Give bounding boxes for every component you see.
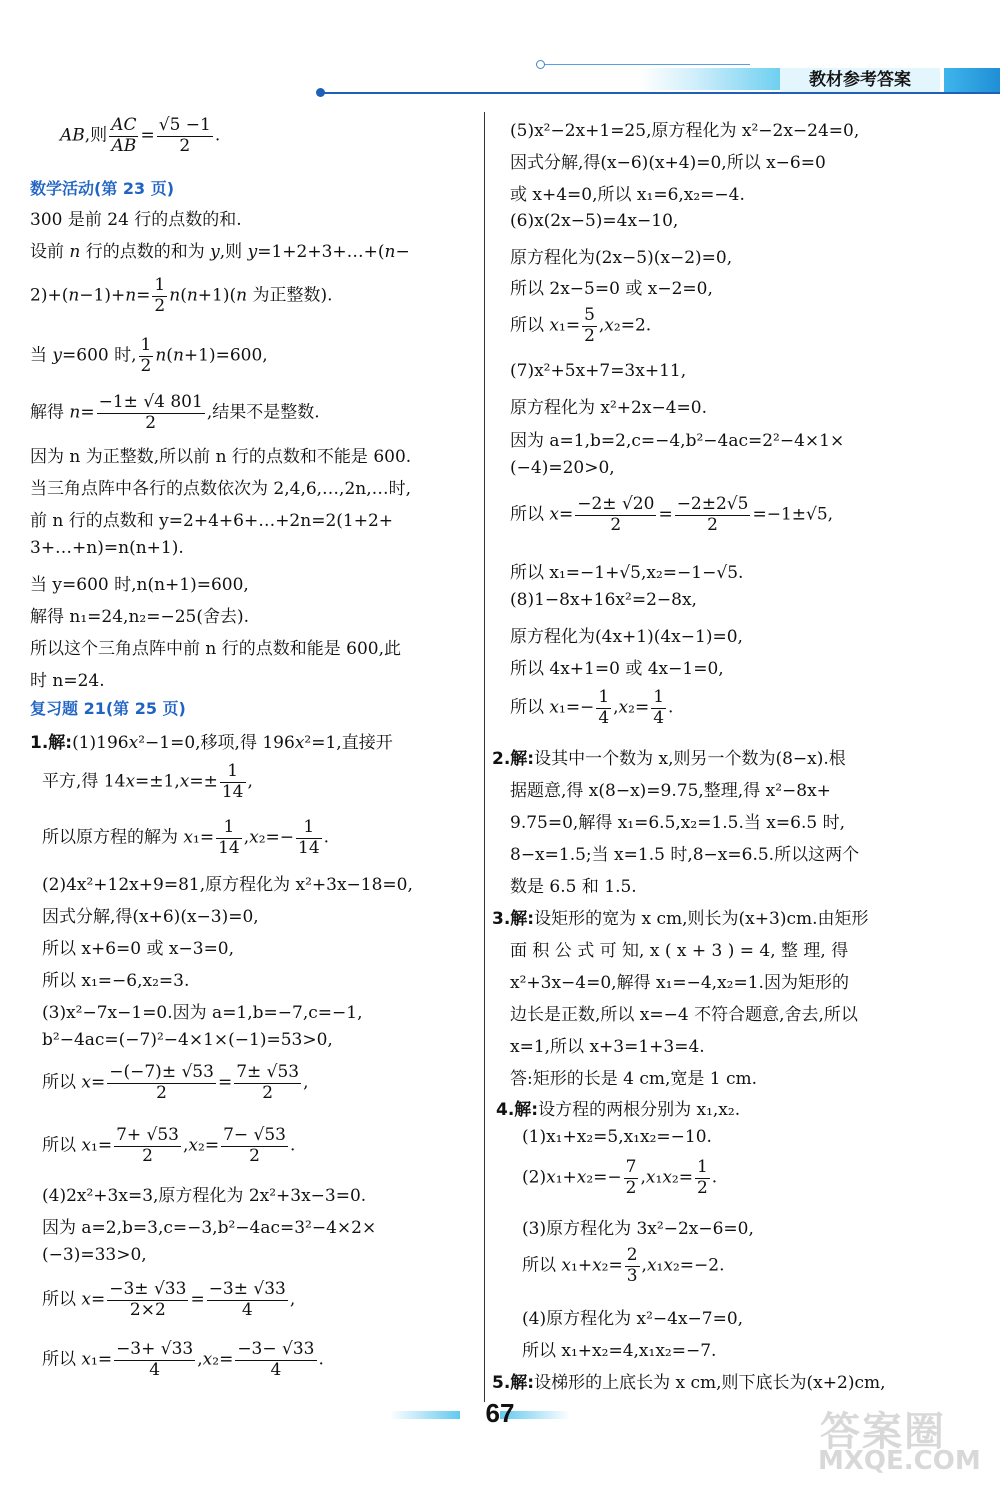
text-line: 时 n=24. [30, 671, 105, 691]
text-line: 数是 6.5 和 1.5. [510, 877, 637, 897]
text-line: x=1,所以 x+3=1+3=4. [510, 1037, 705, 1057]
problem-2-line1 [492, 744, 846, 769]
text-line: (3)原方程化为 3x²−2x−6=0, [522, 1219, 754, 1239]
text-line: 所以这个三角点阵中前 n 行的点数和能是 600,此 [30, 639, 402, 659]
text-line: (1)x₁+x₂=5,x₁x₂=−10. [522, 1127, 712, 1147]
text-line: (−4)=20>0, [510, 458, 615, 478]
text-line: 所以 x₁=−1+√5,x₂=−1−√5. [510, 563, 744, 583]
formula-line: 所以 x₁+x₂= $\frac{2}{3}$ ,x₁x₂=−2. [522, 1245, 725, 1286]
text-line: b²−4ac=(−7)²−4×1×(−1)=53>0, [42, 1030, 333, 1050]
text-line: 3+…+n)=n(n+1). [30, 538, 184, 558]
formula-line: 所以 x₁= $\frac{7+ √53}{2}$ ,x₂= $\frac{7- √53}{2}$ . [42, 1125, 296, 1166]
text-line: (4)2x²+3x=3,原方程化为 2x²+3x−3=0. [42, 1186, 367, 1206]
column-divider [484, 112, 485, 1402]
problem-1-line3: 所以原方程的解为 x₁= $\frac{1}{14}$ ,x₂=− $\frac{1}{14}$ . [42, 817, 330, 858]
problem-4-line1 [496, 1095, 740, 1120]
text-line: 面 积 公 式 可 知, x ( x + 3 ) = 4, 整 理, 得 [510, 941, 849, 961]
text-line: 9.75=0,解得 x₁=6.5,x₂=1.5.当 x=6.5 时, [510, 813, 845, 833]
text-line: 据题意,得 x(8−x)=9.75,整理,得 x²−8x+ [510, 781, 831, 801]
formula-line: 所以 x= $\frac{-2\pm √20}{2}$ = $\frac{-2\pm 2√5}{2}$ =−1±√5, [510, 494, 834, 535]
text-line: (6)x(2x−5)=4x−10, [510, 211, 679, 231]
text-line: 所以 2x−5=0 或 x−2=0, [510, 279, 713, 299]
text-line: 当 y=600 时,n(n+1)=600, [30, 575, 249, 595]
problem-5-line1 [492, 1368, 886, 1393]
sum-formula-line1: 设前 n 行的点数的和为 y,则 y=1+2+3+…+(n− [30, 242, 410, 262]
watermark-url: MXQE.COM [818, 1446, 981, 1476]
golden-ratio-line: AB,则 $\frac{AC}{AB}$ = $\frac{√5 -1}{2}$ . [60, 115, 221, 156]
header-title: 教材参考答案 [780, 68, 940, 92]
text-line: 解得 n₁=24,n₂=−25(舍去). [30, 607, 249, 627]
problem-label: 3.解: [492, 909, 535, 929]
problem-label: 2.解: [492, 749, 535, 769]
equation-line: 当 y=600 时, $\frac{1}{2}$ n(n+1)=600, [30, 335, 268, 376]
text-line: (7)x²+5x+7=3x+11, [510, 361, 687, 381]
header-rule [320, 92, 1000, 94]
text-line: 边长是正数,所以 x=−4 不符合题意,舍去,所以 [510, 1005, 858, 1025]
section-review-heading: 复习题 21(第 25 页) [30, 699, 186, 718]
text-line: 因式分解,得(x+6)(x−3)=0, [42, 907, 259, 927]
text-line: 或 x+4=0,所以 x₁=6,x₂=−4. [510, 185, 745, 205]
problem-3-line1 [492, 904, 869, 929]
header-end-block [944, 68, 1000, 92]
problem-label: 4.解: [496, 1100, 539, 1120]
text-line: 因式分解,得(x−6)(x+4)=0,所以 x−6=0 [510, 153, 826, 173]
text-line: (4)原方程化为 x²−4x−7=0, [522, 1309, 744, 1329]
text-span: 设矩形的宽为 x cm,则长为(x+3)cm.由矩形 [534, 909, 869, 929]
text-span: 设梯形的上底长为 x cm,则下底长为(x+2)cm, [534, 1373, 886, 1393]
section-activity-heading: 数学活动(第 23 页) [30, 179, 175, 198]
text-line: 原方程化为(4x+1)(4x−1)=0, [510, 627, 743, 647]
text-line: 8−x=1.5;当 x=1.5 时,8−x=6.5.所以这两个 [510, 845, 860, 865]
text-line: 因为 n 为正整数,所以前 n 行的点数和不能是 600. [30, 447, 412, 467]
header-gradient-bar [640, 68, 780, 90]
text-line: x²+3x−4=0,解得 x₁=−4,x₂=1.因为矩形的 [510, 973, 849, 993]
solution-line: 解得 n= $\frac{-1\pm √4 801}{2}$ ,结果不是整数. [30, 392, 320, 433]
problem-1-line1: 1.解:(1)196x²−1=0,移项,得 196x²=1,直接开 [30, 733, 393, 753]
text-line: (2)4x²+12x+9=81,原方程化为 x²+3x−18=0, [42, 875, 413, 895]
header-dot-icon [316, 88, 325, 97]
text-line: 因为 a=1,b=2,c=−4,b²−4ac=2²−4×1× [510, 431, 845, 451]
text-span: 设其中一个数为 x,则另一个数为(8−x).根 [534, 749, 846, 769]
text-line: 前 n 行的点数和 y=2+4+6+…+2n=2(1+2+ [30, 511, 394, 531]
text-line: 原方程化为 x²+2x−4=0. [510, 398, 707, 418]
text-line: (−3)=33>0, [42, 1245, 147, 1265]
watermark-text: 答案圈 [820, 1409, 946, 1455]
watermark-logo [800, 1400, 990, 1480]
text-line: 答:矩形的长是 4 cm,宽是 1 cm. [510, 1069, 758, 1089]
text-line: 300 是前 24 行的点数的和. [30, 210, 242, 230]
text-line: (8)1−8x+16x²=2−8x, [510, 590, 697, 610]
formula-line: 所以 x₁=− $\frac{1}{4}$ ,x₂= $\frac{1}{4}$ . [510, 687, 674, 728]
problem-label: 5.解: [492, 1373, 535, 1393]
formula-line: 所以 x= $\frac{-(-7)\pm √53}{2}$ = $\frac{7\pm √53}{2}$ , [42, 1062, 309, 1103]
text-line: 原方程化为(2x−5)(x−2)=0, [510, 248, 733, 268]
page-number: 67 [485, 1398, 515, 1428]
formula-line: 所以 x₁= $\frac{5}{2}$ ,x₂=2. [510, 305, 652, 346]
text-line: 所以 x₁=−6,x₂=3. [42, 971, 190, 991]
header-circle-icon [536, 60, 545, 69]
header-thin-line [540, 64, 750, 65]
text-line: (5)x²−2x+1=25,原方程化为 x²−2x−24=0, [510, 121, 860, 141]
text-line: (3)x²−7x−1=0.因为 a=1,b=−7,c=−1, [42, 1003, 363, 1023]
text-line: 所以 x₁+x₂=4,x₁x₂=−7. [522, 1341, 717, 1361]
problem-label: 1.解: [30, 733, 73, 753]
problem-1-line2: 平方,得 14x=±1,x=± $\frac{1}{14}$ , [42, 761, 253, 802]
text-line: 所以 x+6=0 或 x−3=0, [42, 939, 235, 959]
sum-formula-line2: 2)+(n−1)+n= $\frac{1}{2}$ n(n+1)(n 为正整数). [30, 275, 333, 316]
formula-line: (2)x₁+x₂=− $\frac{7}{2}$ ,x₁x₂= $\frac{1}{2}$ . [522, 1157, 718, 1198]
text-span: 设方程的两根分别为 x₁,x₂. [538, 1100, 741, 1120]
text-line: 当三角点阵中各行的点数依次为 2,4,6,…,2n,…时, [30, 479, 412, 499]
text-line: 因为 a=2,b=3,c=−3,b²−4ac=3²−4×2× [42, 1218, 377, 1238]
formula-line: 所以 x₁= $\frac{-3+ √33}{4}$ ,x₂= $\frac{-3- √33}{4}$ . [42, 1339, 324, 1380]
formula-line: 所以 x= $\frac{-3\pm √33}{2\times 2}$ = $\frac{-3\pm √33}{4}$ , [42, 1279, 296, 1320]
text-line: 所以 4x+1=0 或 4x−1=0, [510, 659, 724, 679]
